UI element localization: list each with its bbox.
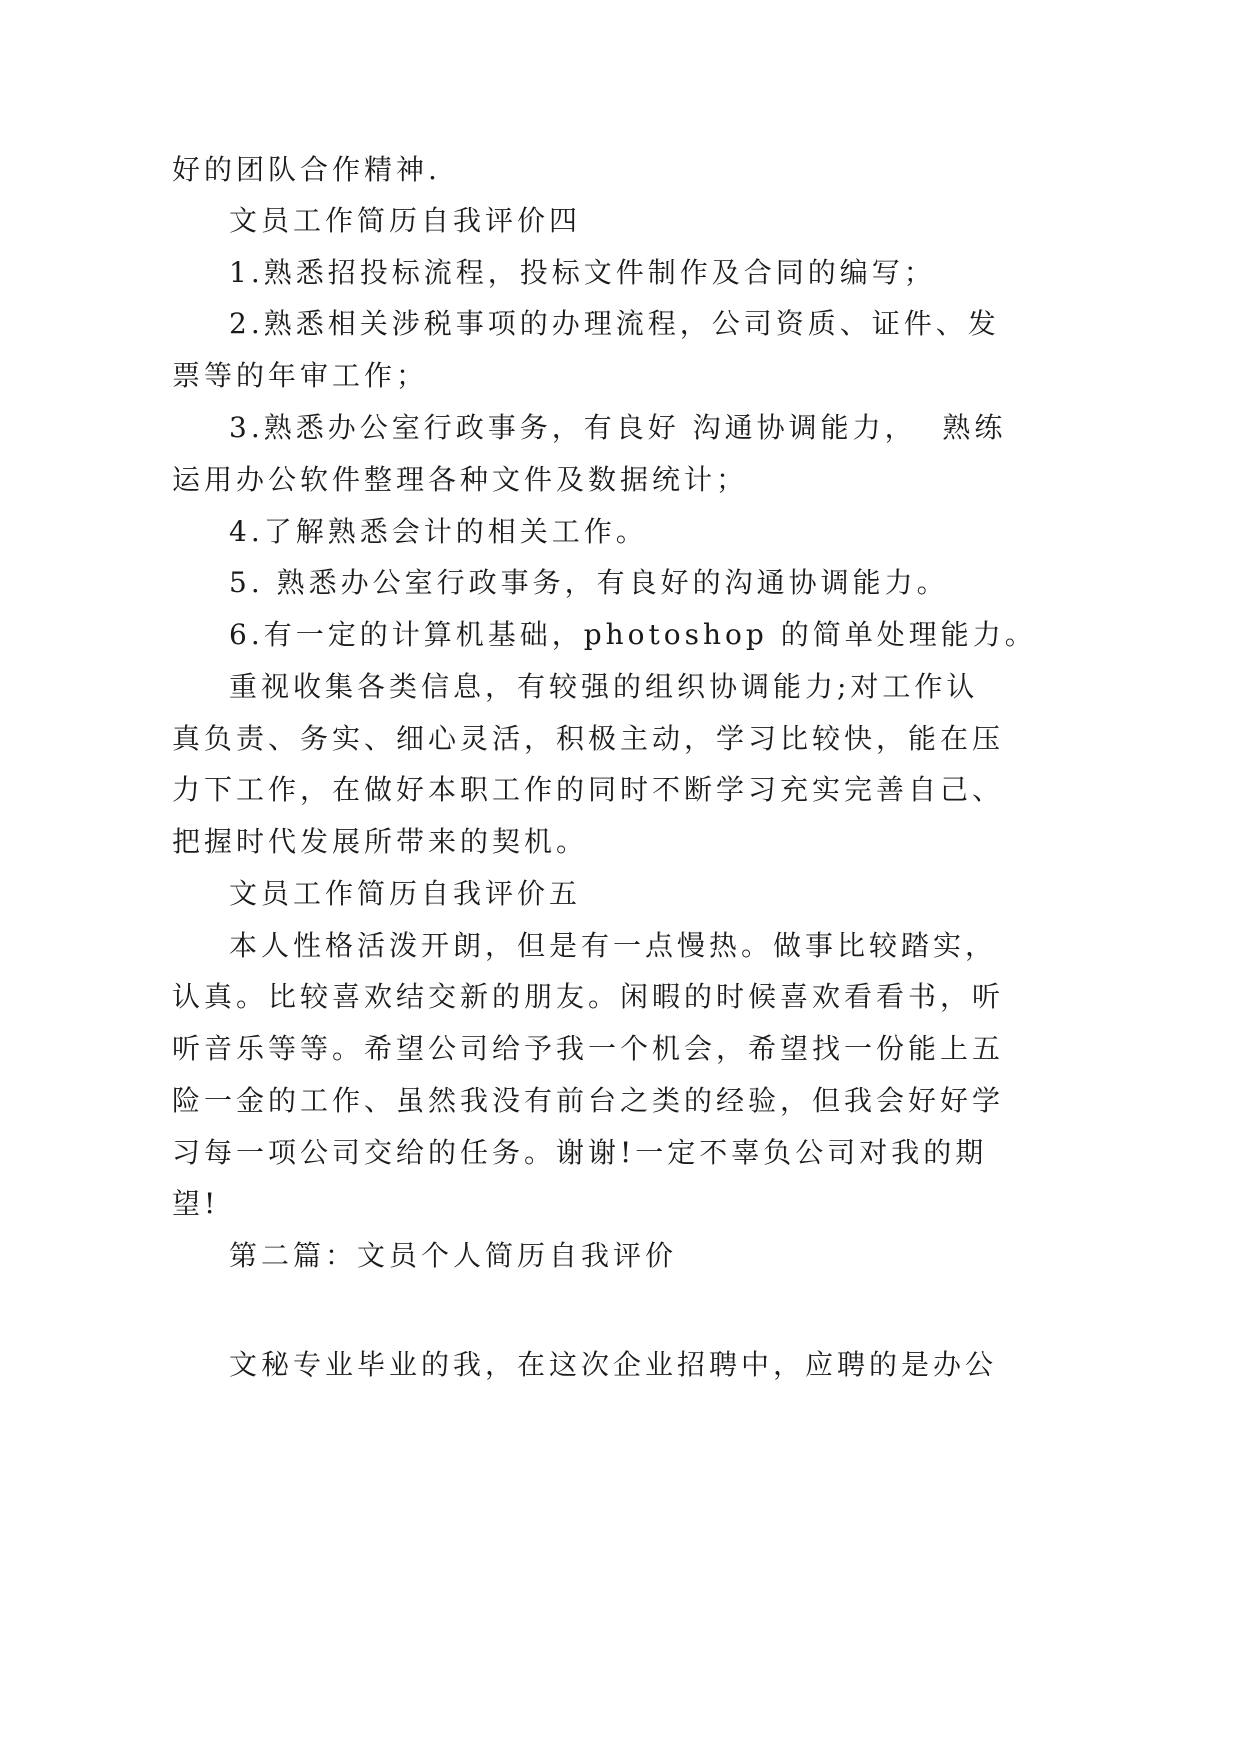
list-item: 3.熟悉办公室行政事务，有良好 沟通协调能力， 熟练 bbox=[229, 411, 1007, 444]
paragraph-line: 真负责、务实、细心灵活，积极主动，学习比较快，能在压 bbox=[172, 722, 1005, 755]
section-heading: 第二篇：文员个人简历自我评价 bbox=[229, 1239, 678, 1272]
list-item: 5. 熟悉办公室行政事务，有良好的沟通协调能力。 bbox=[229, 566, 949, 599]
paragraph-line: 文秘专业毕业的我，在这次企业招聘中，应聘的是办公 bbox=[229, 1348, 998, 1381]
list-item: 2.熟悉相关涉税事项的办理流程，公司资质、证件、发 bbox=[229, 307, 1000, 340]
section-heading: 文员工作简历自我评价四 bbox=[229, 204, 582, 237]
paragraph-line: 把握时代发展所带来的契机。 bbox=[172, 825, 589, 858]
paragraph-line: 重视收集各类信息，有较强的组织协调能力;对工作认 bbox=[229, 670, 979, 703]
paragraph-line: 好的团队合作精神. bbox=[172, 153, 441, 186]
paragraph-line: 习每一项公司交给的任务。谢谢!一定不辜负公司对我的期 bbox=[172, 1136, 988, 1169]
paragraph-line: 本人性格活泼开朗，但是有一点慢热。做事比较踏实， bbox=[229, 929, 998, 962]
section-heading: 文员工作简历自我评价五 bbox=[229, 877, 582, 910]
paragraph-line: 认真。比较喜欢结交新的朋友。闲暇的时候喜欢看看书，听 bbox=[172, 980, 1005, 1013]
paragraph-line: 力下工作，在做好本职工作的同时不断学习充实完善自己、 bbox=[172, 773, 1005, 806]
paragraph-line: 听音乐等等。希望公司给予我一个机会，希望找一份能上五 bbox=[172, 1032, 1005, 1065]
list-item: 4.了解熟悉会计的相关工作。 bbox=[229, 515, 648, 548]
list-item: 1.熟悉招投标流程，投标文件制作及合同的编写； bbox=[229, 256, 936, 289]
paragraph-line: 望! bbox=[172, 1187, 220, 1220]
paragraph-line: 票等的年审工作； bbox=[172, 359, 429, 392]
paragraph-line: 运用办公软件整理各种文件及数据统计； bbox=[172, 463, 749, 496]
list-item: 6.有一定的计算机基础，photoshop 的简单处理能力。 bbox=[229, 618, 1037, 651]
paragraph-line: 险一金的工作、虽然我没有前台之类的经验，但我会好好学 bbox=[172, 1084, 1005, 1117]
